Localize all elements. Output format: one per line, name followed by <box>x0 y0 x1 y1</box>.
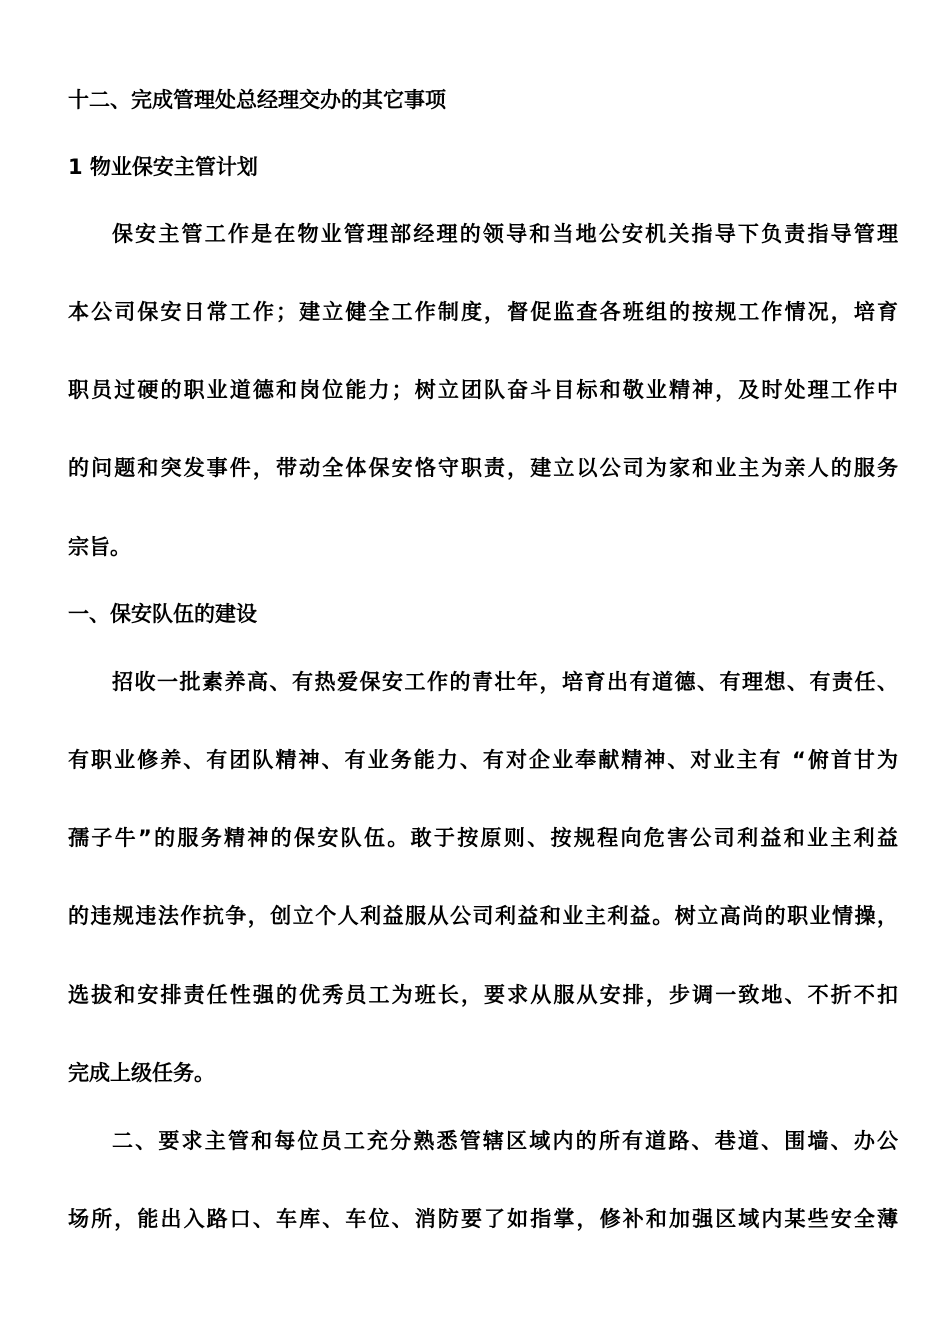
team-paragraph-line: 孺子牛”的服务精神的保安队伍。敢于按原则、按规程向危害公司利益和业主利益 <box>68 826 898 850</box>
area-familiarity-paragraph-line: 二、要求主管和每位员工充分熟悉管辖区域内的所有道路、巷道、围墙、办公 <box>112 1129 898 1153</box>
team-paragraph-line: 完成上级任务。 <box>68 1061 215 1085</box>
heading-team-building: 一、保安队伍的建设 <box>68 602 257 626</box>
heading-security-supervisor-plan: 1 物业保安主管计划 <box>68 155 258 179</box>
intro-paragraph-line: 的问题和突发事件，带动全体保安恪守职责，建立以公司为家和业主为亲人的服务 <box>68 456 898 480</box>
team-paragraph-line: 选拔和安排责任性强的优秀员工为班长，要求从服从安排，步调一致地、不折不扣 <box>68 983 898 1007</box>
intro-paragraph-line: 宗旨。 <box>68 535 131 559</box>
intro-paragraph-line: 职员过硬的职业道德和岗位能力；树立团队奋斗目标和敬业精神，及时处理工作中 <box>68 378 898 402</box>
heading-section-12: 十二、完成管理处总经理交办的其它事项 <box>68 88 446 112</box>
team-paragraph-line: 招收一批素养高、有热爱保安工作的青壮年，培育出有道德、有理想、有责任、 <box>112 670 898 694</box>
team-paragraph-line: 的违规违法作抗争，创立个人利益服从公司利益和业主利益。树立高尚的职业情操， <box>68 904 898 928</box>
team-paragraph-line: 有职业修养、有团队精神、有业务能力、有对企业奉献精神、对业主有 “俯首甘为 <box>68 748 898 772</box>
intro-paragraph-line: 保安主管工作是在物业管理部经理的领导和当地公安机关指导下负责指导管理 <box>112 222 898 246</box>
area-familiarity-paragraph-line: 场所，能出入路口、车库、车位、消防要了如指掌，修补和加强区域内某些安全薄 <box>68 1207 898 1231</box>
intro-paragraph-line: 本公司保安日常工作；建立健全工作制度，督促监查各班组的按规工作情况，培育 <box>68 300 898 324</box>
